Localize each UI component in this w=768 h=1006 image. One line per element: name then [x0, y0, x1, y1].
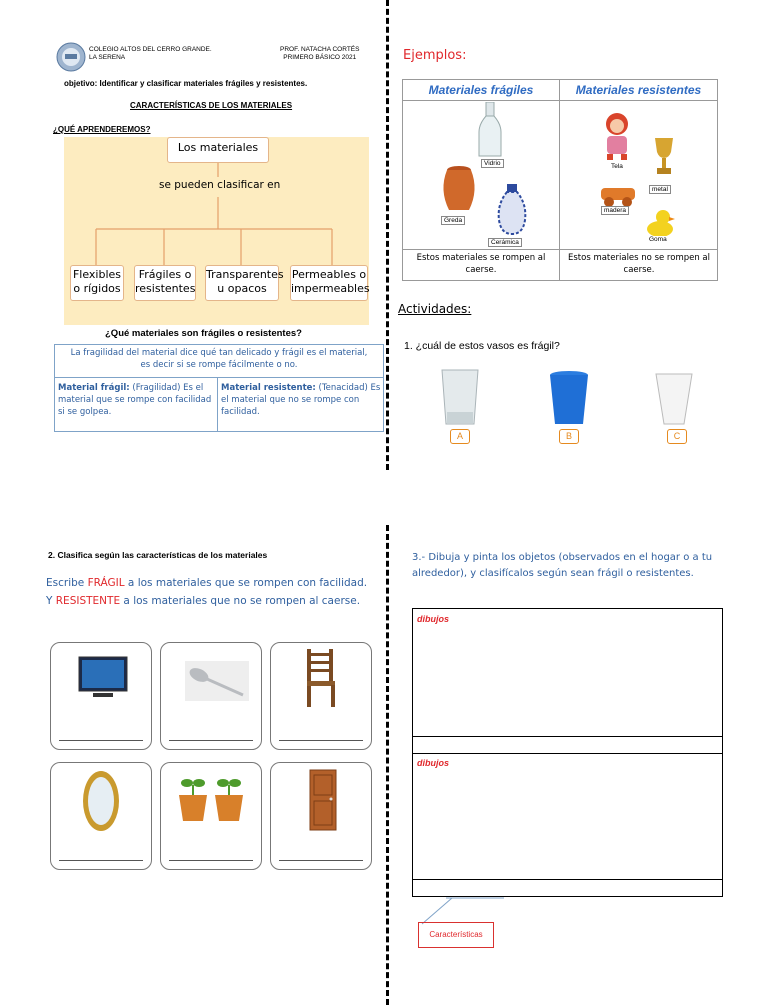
card-tv-answer-line[interactable] — [59, 740, 143, 741]
label-ceramica: Cerámica — [488, 238, 522, 247]
examples-table — [402, 79, 718, 281]
diagram-leaf-2 — [134, 265, 196, 301]
leaf-4-line2: impermeables — [291, 282, 370, 295]
section-2-instructions — [46, 574, 371, 610]
spoon-icon — [185, 661, 249, 701]
teacher-name: PROF. NATACHA CORTÉS — [280, 46, 360, 53]
fragile-question: ¿Qué materiales son frágiles o resistentes? — [105, 328, 302, 339]
page-divider-bottom — [386, 525, 389, 1005]
page-divider-top — [386, 0, 389, 470]
card-tv[interactable] — [50, 642, 152, 750]
mirror-icon — [81, 769, 121, 833]
school-name: COLEGIO ALTOS DEL CERRO GRANDE. — [89, 46, 212, 53]
label-greda: Greda — [441, 216, 465, 225]
card-door-answer-line[interactable] — [279, 860, 363, 861]
label-tela: Tela — [611, 163, 623, 170]
diagram-middle: se pueden clasificar en — [159, 179, 281, 191]
label-goma: Goma — [649, 236, 667, 243]
card-mirror-answer-line[interactable] — [59, 860, 143, 861]
diagram-leaf-4 — [290, 265, 368, 301]
card-chair[interactable] — [270, 642, 372, 750]
glass-a-label[interactable]: A — [450, 429, 470, 444]
activities-title: Actividades: — [398, 302, 472, 316]
resistant-footer: Estos materiales no se rompen al caerse. — [567, 253, 711, 275]
rag-doll-image — [599, 112, 635, 162]
leaf-4-line1: Permeables o — [291, 268, 367, 281]
trophy-image — [651, 136, 677, 178]
glass-b-image — [548, 370, 590, 426]
leaf-3-line1: Transparentes — [206, 268, 284, 281]
definition-table — [54, 344, 384, 432]
glass-bottle-image — [477, 102, 503, 158]
characteristics-callout: Características — [418, 922, 494, 948]
instr-resistente-word: RESISTENTE — [55, 595, 121, 607]
card-flowerpots-answer-line[interactable] — [169, 860, 253, 861]
glass-c-label[interactable]: C — [667, 429, 687, 444]
fragile-term: Material frágil: — [58, 383, 130, 393]
leaf-2-line2: resistentes — [135, 282, 196, 295]
rubber-duck-image — [645, 208, 675, 238]
diagram-leaf-3 — [205, 265, 284, 301]
resistant-col-header: Materiales resistentes — [575, 83, 702, 97]
tv-icon — [77, 655, 129, 701]
card-door[interactable] — [270, 762, 372, 870]
school-logo — [56, 42, 86, 72]
section-title: ¿QUÉ APRENDEREMOS? — [53, 125, 151, 134]
question-3: 3.- Dibuja y pinta los objetos (observados en el hogar o a tu alrededor), y clasifícalos según sean frágil o resistentes. — [412, 552, 713, 579]
card-flowerpots[interactable] — [160, 762, 262, 870]
fragile-footer: Estos materiales se rompen al caerse. — [416, 253, 546, 275]
fragile-definition — [58, 382, 214, 418]
label-metal: metal — [649, 185, 671, 194]
diagram-root-label: Los materiales — [177, 141, 259, 154]
glass-b-label[interactable]: B — [559, 429, 579, 444]
wooden-toy-image — [599, 182, 639, 208]
clay-pot-image — [439, 164, 479, 214]
school-city: LA SERENA — [89, 54, 126, 61]
ceramic-vase-image — [497, 184, 527, 236]
glass-c-image — [654, 372, 694, 426]
door-icon — [309, 769, 337, 831]
grade-year: PRIMERO BÁSICO 2021 — [283, 54, 357, 61]
objective-text: objetivo: Identificar y clasificar materiales frágiles y resistentes. — [64, 79, 308, 88]
card-spoon-answer-line[interactable] — [169, 740, 253, 741]
section-2-title: 2. Clasifica según las características de los materiales — [48, 550, 268, 560]
diagram-root — [167, 137, 269, 163]
card-spoon[interactable] — [160, 642, 262, 750]
question-1: 1. ¿cuál de estos vasos es frágil? — [404, 340, 560, 352]
resistant-term: Material resistente: — [221, 383, 316, 393]
fragile-def-text: (Fragilidad) Es el material que se rompe con facilidad si se golpea. — [58, 383, 212, 417]
drawing-label-2: dibujos — [417, 758, 449, 768]
card-chair-answer-line[interactable] — [279, 740, 363, 741]
drawing-area[interactable] — [412, 608, 723, 897]
card-mirror[interactable] — [50, 762, 152, 870]
diagram-leaf-1 — [70, 265, 124, 301]
label-vidrio: Vidrio — [481, 159, 504, 168]
flowerpots-icon — [175, 775, 247, 823]
classification-diagram — [64, 137, 369, 325]
leaf-3-line2: u opacos — [217, 282, 267, 295]
chair-icon — [303, 649, 339, 709]
glass-a-image — [440, 368, 480, 426]
instr-fragil-word: FRÁGIL — [87, 577, 125, 589]
label-madera: madera — [601, 206, 629, 215]
leaf-2-line1: Frágiles o — [138, 268, 192, 281]
fragile-col-header: Materiales frágiles — [428, 83, 534, 97]
examples-title: Ejemplos: — [403, 48, 467, 63]
leaf-1-line1: Flexibles — [72, 268, 122, 281]
fragility-intro: La fragilidad del material dice qué tan delicado y frágil es el material, es decir si se rompe fácilmente o no. — [70, 348, 368, 370]
resistant-definition — [221, 382, 381, 418]
instr-part-3: a los materiales que no se rompen al caerse. — [120, 595, 361, 607]
resistant-def-text: (Tenacidad) Es el material que no se rompe con facilidad. — [221, 383, 381, 417]
main-title: CARACTERÍSTICAS DE LOS MATERIALES — [130, 101, 293, 110]
leaf-1-line2: o rígidos — [73, 282, 121, 295]
drawing-label-1: dibujos — [417, 614, 449, 624]
instr-part-1: Escribe — [46, 577, 88, 589]
instr-part-2: a los materiales que se rompen con facilidad. Y — [46, 577, 368, 607]
